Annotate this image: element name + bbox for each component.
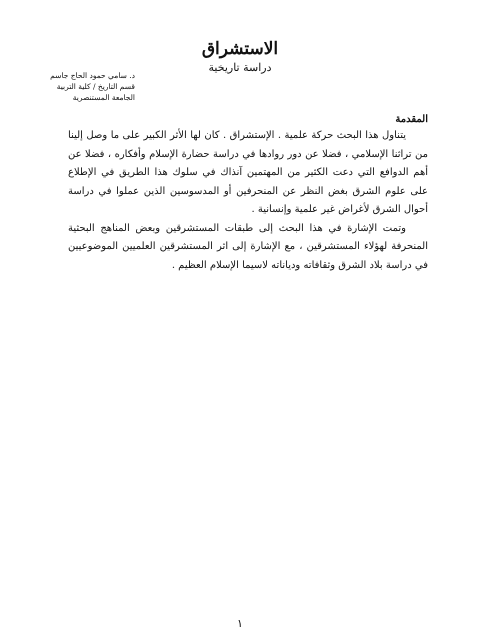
body-text bbox=[68, 127, 428, 275]
author-university: الجامعة المستنصرية bbox=[72, 93, 135, 102]
document-title: الاستشراق bbox=[201, 39, 279, 59]
author-department: قسم التاريخ / كلية التربية bbox=[56, 82, 135, 91]
page-number: ١ bbox=[237, 617, 243, 630]
author-name: د. سامي حمود الحاج جاسم bbox=[50, 71, 135, 80]
section-heading: المقدمة bbox=[395, 114, 428, 125]
author-block bbox=[25, 70, 135, 103]
paragraph: يتناول هذا البحث حركة علمية . الإستشراق . كان لها الأثر الكبير على ما وصل إلينا من تراثنا الإسلامي ، فضلا عن دور روادها في دراسة حضارة الإسلام وأفكاره ، فضلا عن أهم الدوافع التي دعت الكثير من المهتمين آنذاك في سلوك هذا الطريق في الإطلاع على علوم الشرق بغض النظر عن المنحرفين أو المدسوسين الذين عملوا في دراسة أحوال الشرق لأغراض غير علمية وإنسانية . bbox=[68, 130, 428, 215]
document-subtitle: دراسة تاريخية bbox=[208, 61, 272, 74]
paragraph: وتمت الإشارة في هذا البحث إلى طبقات المستشرقين وبعض المناهج البحثية المنحرفة لهؤلاء المستشرقين ، مع الإشارة إلى اثر المستشرقين العلميين الموضوعيين في دراسة بلاد الشرق وثقافاته ودياناته لاسيما الإسلام العظيم . bbox=[68, 222, 428, 271]
